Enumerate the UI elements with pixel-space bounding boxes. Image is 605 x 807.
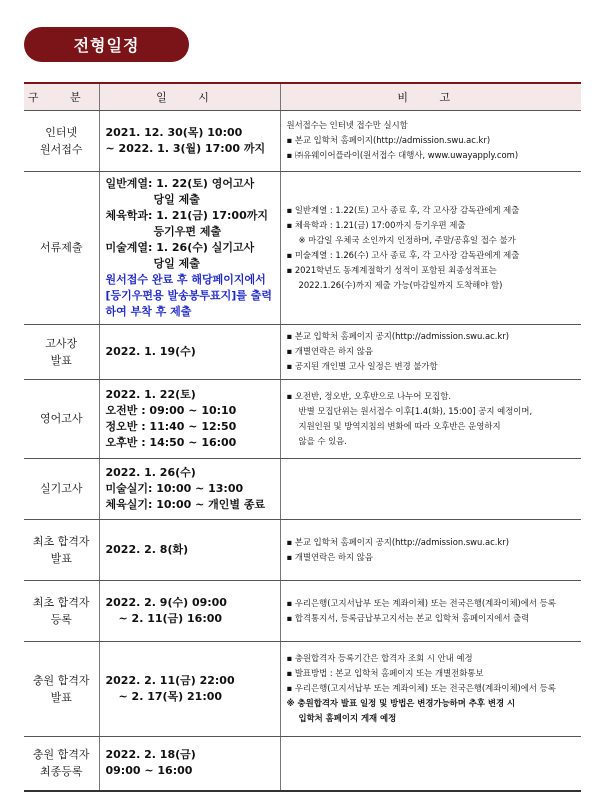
notice-blue: 원서접수 완료 후 해당페이지에서 <box>105 272 266 286</box>
table-row <box>24 580 581 641</box>
table-row <box>24 110 581 171</box>
row-category: 충원 합격자 발표 <box>24 641 99 736</box>
row-category: 서류제출 <box>24 171 99 324</box>
header-category: 구 분 <box>24 83 99 110</box>
row-notes: ▪ 일반계열 : 1.22(토) 고사 종료 후, 각 고사장 감독관에게 제출 ▪ 체육학과 : 1.21(금) 17:00까지 등기우편 제출 ※ 마감일 우체국 소인까지 인정하며, 주말/공휴일 접수 불가 ▪ 미술계열 : 1.26(수) 고사 종료 후, 각 고사장 감독관에게 제출 ▪ 2021학년도 동계계절학기 성적이 포함된 최종성적표는 2022.1.26(수)까지 제출 가능(마감일까지 도착해야 함) <box>280 171 581 324</box>
row-date: 2022. 2. 11(금) 22:00 ~ 2. 17(목) 21:00 <box>99 641 280 736</box>
row-category: 최초 합격자 발표 <box>24 519 99 580</box>
header-datetime: 일 시 <box>99 83 280 110</box>
table-row <box>24 736 581 791</box>
header-remarks: 비 고 <box>280 83 581 110</box>
row-date: 일반계열: 1. 22(토) 영어고사 당일 제출 체육학과: 1. 21(금) 17:00까지 등기우편 제출 미술계열: 1. 26(수) 실기고사 당일 제출 원서접수 완료 후 해당페이지에서 [등기우편용 발송봉투표지]를 출력 하여 부착 후 제출 <box>99 171 280 324</box>
row-category: 충원 합격자 최종등록 <box>24 736 99 791</box>
row-notes: ▪ 본교 입학처 홈페이지 공지(http://admission.swu.ac.kr) ▪ 개별연락은 하지 않음 ▪ 공지된 개인별 고사 일정은 변경 불가함 <box>280 324 581 379</box>
row-notes: ▪ 본교 입학처 홈페이지 공지(http://admission.swu.ac.kr) ▪ 개별연락은 하지 않음 <box>280 519 581 580</box>
table-row <box>24 171 581 324</box>
table-row <box>24 379 581 458</box>
schedule-table <box>24 82 581 792</box>
row-notes: 원서접수는 인터넷 접수만 실시함 ▪ 본교 입학처 홈페이지(http://admission.swu.ac.kr) ▪ ㈜유웨이어플라이(원서접수 대행사, www.uwayapply.com) <box>280 110 581 171</box>
row-date: 2022. 2. 18(금) 09:00 ~ 16:00 <box>99 736 280 791</box>
row-category: 인터넷 원서접수 <box>24 110 99 171</box>
row-notes <box>280 458 581 519</box>
row-date: 2022. 2. 9(수) 09:00 ~ 2. 11(금) 16:00 <box>99 580 280 641</box>
row-date: 2022. 1. 19(수) <box>99 324 280 379</box>
row-notes: ▪ 우리은행(고지서납부 또는 계좌이체) 또는 전국은행(계좌이체)에서 등록 ▪ 합격통지서, 등록금납부고지서는 본교 입학처 홈페이지에서 출력 <box>280 580 581 641</box>
table-header-row <box>24 83 581 110</box>
row-notes: ▪ 충원합격자 등록기간은 합격자 조회 시 안내 예정 ▪ 발표방법 : 본교 입학처 홈페이지 또는 개별전화통보 ▪ 우리은행(고지서납부 또는 계좌이체) 또는 전국은행(계좌이체)에서 등록 ※ 충원합격자 발표 일정 및 방법은 변경가능하며 추후 변경 시 입학처 홈페이지 게재 예정 <box>280 641 581 736</box>
table-row <box>24 519 581 580</box>
row-date: 2022. 1. 26(수) 미술실기: 10:00 ~ 13:00 체육실기: 10:00 ~ 개인별 종료 <box>99 458 280 519</box>
row-notes <box>280 736 581 791</box>
row-category: 최초 합격자 등록 <box>24 580 99 641</box>
row-category: 고사장 발표 <box>24 324 99 379</box>
row-notes: ▪ 오전반, 정오반, 오후반으로 나누어 모집함. 반별 모집단위는 원서접수 이후[1.4(화), 15:00] 공지 예정이며, 지원인원 및 방역지침의 변화에 따라 오후반은 운영하지 않을 수 있음. <box>280 379 581 458</box>
table-row <box>24 458 581 519</box>
table-row <box>24 641 581 736</box>
table-row <box>24 324 581 379</box>
section-title: 전형일정 <box>24 27 189 62</box>
row-category: 실기고사 <box>24 458 99 519</box>
row-date: 2021. 12. 30(목) 10:00 ~ 2022. 1. 3(월) 17:00 까지 <box>99 110 280 171</box>
row-date: 2022. 1. 22(토) 오전반 : 09:00 ~ 10:10 정오반 : 11:40 ~ 12:50 오후반 : 14:50 ~ 16:00 <box>99 379 280 458</box>
row-category: 영어고사 <box>24 379 99 458</box>
row-date: 2022. 2. 8(화) <box>99 519 280 580</box>
